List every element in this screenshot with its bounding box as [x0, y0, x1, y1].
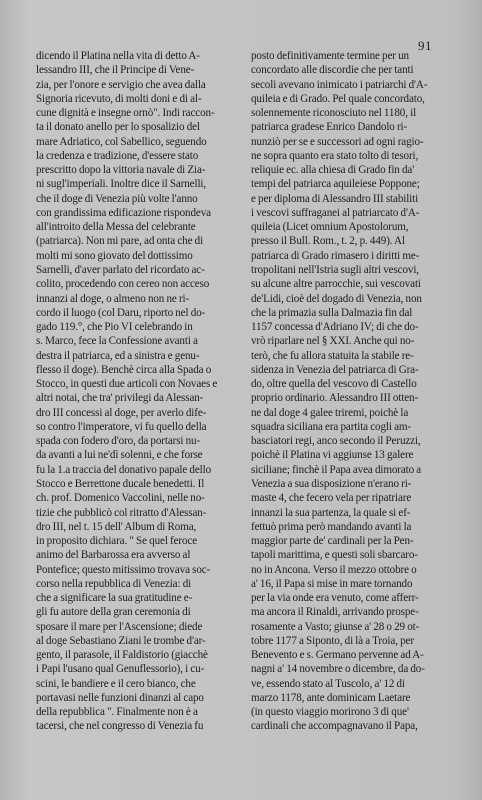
text-line: (patriarca). Non mi pare, ad onta che di — [36, 235, 204, 248]
text-line: patriarca di Grado rimasero i diritti me- — [251, 249, 420, 262]
text-line: rosamente a Vasto; giunse a' 28 o 29 ot- — [251, 620, 420, 633]
text-line: lessandro III, che il Principe di Vene- — [36, 64, 195, 77]
text-line: scini, le bandiere e il cero bianco, che — [36, 677, 196, 690]
text-line: Sarnelli, d'aver parlato del ricordato ac- — [36, 263, 205, 276]
text-line: che a significare la sua gratitudine e- — [36, 592, 193, 605]
text-line: dicendo il Platina nella vita di detto A- — [36, 50, 200, 62]
text-line: su alcune altre parrocchie, sui vescovati — [251, 278, 421, 291]
left-column — [36, 49, 236, 734]
text-line: che il doge di Venezia più volte l'anno — [36, 192, 198, 205]
text-line: Benevento e s. Germano pervenne ad A- — [251, 649, 424, 662]
text-line: (in questo viaggio morirono 3 di que' — [251, 706, 409, 719]
text-line: Signoria ricevuto, di molti doni e di al- — [36, 92, 202, 105]
text-line: gento, il parasole, il Faldistorio (giacchè — [36, 649, 208, 662]
text-line: gli fu autore della gran ceremonia di — [36, 606, 191, 619]
text-line: in proposito dichiara. " Se quel feroce — [36, 535, 198, 548]
text-line: cune dignità e insegne ornò". Indi raccon- — [36, 107, 215, 120]
text-line: tobre 1177 a Siponto, di là a Troia, per — [251, 634, 414, 647]
text-line: per la via onde era venuto, come afferr- — [251, 592, 419, 605]
text-line: innanzi la sua partenza, la quale si ef- — [251, 506, 411, 519]
text-line: Pontefice; questo mitissimo trovava soc- — [36, 563, 211, 576]
text-line: secoli avevano inimicato i patriarchi d'A- — [251, 78, 428, 91]
text-line: molti mi sono giovato del dottissimo — [36, 249, 193, 262]
text-line: con grandissima edificazione rispondeva — [36, 206, 211, 219]
text-line: prescritto dopo la vittoria navale di Zia- — [36, 164, 206, 177]
text-line: vrò riparlare nel § XXI. Anche qui no- — [251, 335, 415, 348]
text-line: so contro l'imperatore, vi fu quello della — [36, 420, 207, 433]
text-line: ne sopra quanto era stato tolto di tesori, — [251, 149, 419, 162]
text-line: basciatori regi, anco secondo il Peruzzi, — [251, 435, 421, 448]
text-line: fettuò prima però mandando avanti la — [251, 520, 412, 533]
text-line: s. Marco, fece la Confessione avanti a — [36, 335, 198, 348]
text-line: e per diploma di Alessandro III stabiliti — [251, 192, 419, 205]
text-line: presso il Bull. Rom., t. 2, p. 449). Al — [251, 235, 405, 248]
text-line: dro III concessi al doge, per averlo dife- — [36, 406, 207, 419]
text-line: che la primazia sulla Dalmazia fin dal — [251, 306, 413, 319]
text-line: terò, che fu allora statuita la stabile re- — [251, 349, 414, 362]
text-line: tempi del patriarca aquileiese Poppone; — [251, 178, 420, 191]
text-line: tacersi, che nel congresso di Venezia fu — [36, 720, 204, 733]
text-line: ne dal doge 4 galee triremi, poichè la — [251, 406, 409, 419]
text-line: al doge Sebastiano Ziani le trombe d'ar- — [36, 634, 206, 647]
text-line: solennemente riconosciuto nel 1180, il — [251, 107, 417, 120]
text-line: patriarca gradese Enrico Dandolo ri- — [251, 121, 408, 134]
text-line: all'introito della Messa del celebrante — [36, 221, 196, 234]
text-line: fu la 1.a traccia del donativo papale dello — [36, 463, 212, 476]
text-line: tapoli marittima, e questi soli sbarcaro- — [251, 549, 418, 562]
text-line: ni sugl'imperiali. Inoltre dice il Sarnelli, — [36, 178, 207, 191]
text-line: maggior parte de' cardinali per la Pen- — [251, 535, 414, 548]
text-line: la credenza e tradizione, d'essere stato — [36, 149, 199, 162]
text-line: quileia (Licet omnium Apostolorum, — [251, 221, 409, 234]
text-line: de'Lidi, cioè del dogado di Venezia, non — [251, 292, 422, 305]
text-line: gado 119.°, che Pio VI celebrando in — [36, 321, 193, 334]
text-line: poichè il Platina vi aggiunse 13 galere — [251, 449, 414, 462]
text-line: innanzi al doge, o almeno non ne ri- — [36, 292, 190, 305]
text-line: da avanti a lui ne'dì solenni, e che forse — [36, 449, 203, 462]
text-line: maste 4, che fecero vela per ripatriare — [251, 492, 412, 505]
text-line: siciliane; finchè il Papa avea dimorato a — [251, 463, 422, 476]
text-line: a' 16, il Papa si mise in mare tornando — [251, 577, 413, 590]
text-line: flesso il doge). Benchè circa alla Spada o — [36, 363, 212, 376]
text-line: mare Adriatico, col Sabellico, seguendo — [36, 135, 207, 148]
text-line: dro III, nel t. 15 dell' Album di Roma, — [36, 520, 197, 533]
text-line: tropolitani nell'Istria sugli altri vescovi, — [251, 263, 419, 276]
page-number: 91 — [418, 38, 432, 53]
text-line: marzo 1178, ante dominicam Laetare — [251, 691, 411, 704]
text-line: Stocco e Berrettone ducale benedetti. Il — [36, 477, 205, 490]
text-line: no in Ancona. Verso il mezzo ottobre o — [251, 563, 417, 576]
text-line: cordo il luogo (col Daru, riporto nel do- — [36, 306, 206, 319]
text-line: sidenza in Venezia del patriarca di Gra- — [251, 363, 419, 376]
text-line: ve, essendo stato al Tuscolo, a' 12 di — [251, 677, 405, 690]
text-line: ta il donato anello per lo sposalizio del — [36, 121, 200, 134]
text-line: Stocco, in questi due articoli con Novaes e — [36, 378, 218, 391]
text-line: concordato alle discordie che per tanti — [251, 64, 414, 77]
text-line: nagni a' 14 novembre o dicembre, da do- — [251, 663, 425, 676]
text-line: portavasi nelle funzioni dinanzi al capo — [36, 691, 204, 704]
text-line: sposare il mare per l'Ascensione; diede — [36, 620, 203, 633]
text-line: zia, per l'onore e servigio che avea dalla — [36, 78, 206, 91]
text-line: destra il patriarca, ed a sinistra e genu- — [36, 349, 200, 362]
text-line: i Papi l'usano qual Genuflessorio), i cu- — [36, 663, 205, 676]
text-line: i vescovi suffraganei al patriarcato d'A- — [251, 206, 420, 219]
text-line: ma ancora il Rinaldi, arrivando prospe- — [251, 606, 419, 619]
text-line: Venezia a sua disposizione n'erano ri- — [251, 477, 412, 490]
text-line: ch. prof. Domenico Vaccolini, nelle no- — [36, 492, 205, 505]
text-line: quileia e di Grado. Pel quale concordato, — [251, 92, 425, 105]
right-column — [251, 49, 451, 734]
text-line: altri notai, che tra' privilegi da Alessan- — [36, 392, 204, 405]
text-line: colito, procedendo con cereo non acceso — [36, 278, 210, 291]
text-line: posto definitivamente termine per un — [251, 50, 409, 62]
text-line: do, oltre quella del vescovo di Castello — [251, 378, 417, 391]
text-line: corso nella repubblica di Venezia: di — [36, 577, 192, 590]
text-line: squadra siciliana era partita cogli am- — [251, 420, 411, 433]
text-line: cardinali che accompagnavano il Papa, — [251, 720, 418, 733]
text-line: 1157 concessa d'Adriano IV; di che do- — [251, 321, 419, 334]
text-line: proprio ordinario. Alessandro III otten- — [251, 392, 419, 405]
text-line: reliquie ec. alla chiesa di Grado fin da' — [251, 164, 415, 177]
text-line: tizie che pubblicò col ritratto d'Alessan- — [36, 506, 207, 519]
text-line: della repubblica ". Finalmente non è a — [36, 706, 198, 719]
text-line: spada con fodero d'oro, da portarsi nu- — [36, 435, 201, 448]
text-line: nunziò per se e successori ad ogni ragio- — [251, 135, 424, 148]
text-line: animo del Barbarossa era avverso al — [36, 549, 191, 562]
